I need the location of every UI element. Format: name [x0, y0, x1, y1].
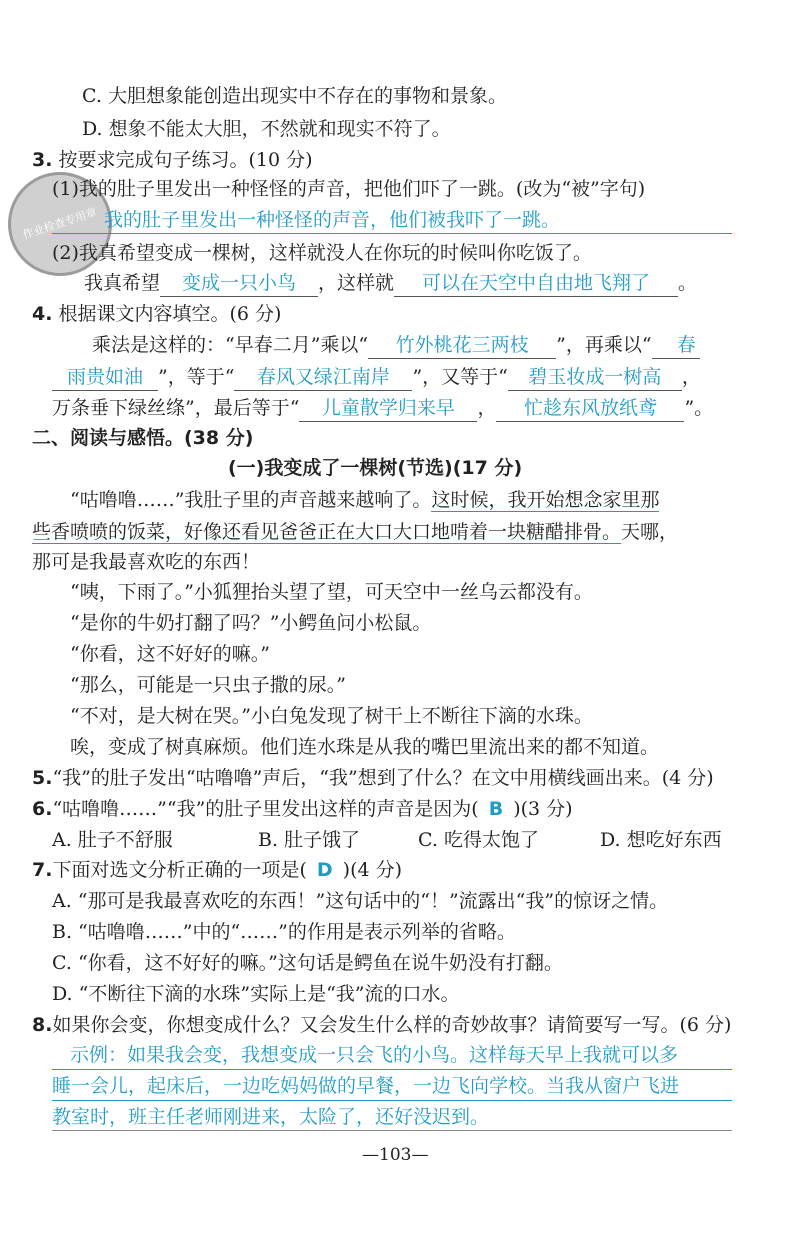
q2-option-d: D. 想象不能太大胆，不然就和现实不符了。 — [82, 118, 451, 140]
q3-p2-mid: ，这样就 — [318, 272, 395, 294]
q4-l3-text-b: ， — [477, 397, 497, 419]
q8-rule1 — [52, 1069, 732, 1070]
stamp-text: 作业检查专用章 — [21, 205, 99, 242]
q4-title: 根据课文内容填空。(6 分) — [58, 303, 282, 325]
q6 — [32, 796, 573, 822]
section2-title: 二、阅读与感悟。(38 分) — [32, 427, 254, 449]
q3-number: 3. — [32, 149, 53, 171]
q3-part2-fill — [84, 270, 697, 297]
q3-part1: (1)我的肚子里发出一种怪怪的声音，把他们吓了一跳。(改为“被”字句) — [52, 178, 646, 200]
q4-l2-text-a: ”，等于“ — [158, 366, 235, 388]
q8-number: 8. — [32, 1014, 53, 1036]
passage-line1 — [70, 487, 659, 513]
q3-answer-line — [52, 233, 732, 234]
q7-text-a: 下面对选文分析正确的一项是( — [52, 859, 307, 881]
q5-number: 5. — [32, 767, 53, 789]
q3-p2-blank2[interactable]: 可以在天空中自由地飞翔了 — [394, 270, 678, 297]
q8-answer-line3: 教室时，班主任老师刚进来，太险了，还好没迟到。 — [52, 1106, 490, 1128]
q4-l3-text-c: ”。 — [684, 397, 714, 419]
q4-blank2-end[interactable]: 雨贵如油 — [52, 364, 158, 391]
q4-blank2-start[interactable]: 春 — [652, 332, 700, 359]
q6-text-b: )(3 分) — [513, 798, 573, 820]
q4-l2-text-c: ， — [681, 366, 701, 388]
q4-blank5[interactable]: 儿童散学归来早 — [299, 395, 477, 422]
q3-part1-answer: 我的肚子里发出一种怪怪的声音，他们被我吓了一跳。 — [104, 209, 561, 231]
passage-line3: 那可是我最喜欢吃的东西！ — [32, 551, 261, 573]
q8-answer-line1: 示例：如果我会变，我想变成一只会飞的小鸟。这样每天早上我就可以多 — [70, 1044, 679, 1066]
q7-number: 7. — [32, 859, 53, 881]
q7-text-b: )(4 分) — [342, 859, 403, 881]
q4-l3-text-a: 万条垂下绿丝绦”，最后等于“ — [52, 397, 300, 419]
q4-blank1[interactable]: 竹外桃花三两枝 — [368, 332, 556, 359]
q3-heading — [32, 147, 313, 173]
q2-option-c: C. 大胆想象能创造出现实中不存在的事物和景象。 — [82, 85, 507, 107]
passage-p1-c-underlined: 些香喷喷的饭菜，好像还看见爸爸正在大口大口地啃着一块糖醋排骨。 — [32, 521, 622, 543]
q4-l1-text-a: 乘法是这样的：“早春二月”乘以“ — [92, 334, 369, 356]
q4-line3 — [52, 395, 713, 422]
q4-blank6[interactable]: 忙趁东风放纸鸢 — [496, 395, 684, 422]
q4-line2 — [52, 364, 701, 391]
q8-rule3 — [52, 1130, 732, 1131]
passage-p5: “那么，可能是一只虫子撒的尿。” — [70, 674, 346, 696]
passage-p3: “是你的牛奶打翻了吗？”小鳄鱼问小松鼠。 — [70, 612, 432, 634]
q4-l2-text-b: ”，又等于“ — [412, 366, 508, 388]
q4-l1-text-b: ”，再乘以“ — [556, 334, 652, 356]
q6-number: 6. — [32, 798, 53, 820]
q7-option-c: C. “你看，这不好好的嘛。”这句话是鳄鱼在说牛奶没有打翻。 — [52, 952, 563, 974]
q4-line1 — [92, 332, 700, 359]
q7-option-a: A. “那可是我最喜欢吃的东西！”这句话中的“！”流露出“我”的惊讶之情。 — [52, 890, 669, 912]
passage-title: (一)我变成了一棵树(节选)(17 分) — [228, 457, 523, 479]
q3-p2-end: 。 — [678, 272, 698, 294]
page-number: —103— — [362, 1145, 429, 1165]
q7-option-b: B. “咕噜噜……”中的“……”的作用是表示列举的省略。 — [52, 921, 516, 943]
q6-answer[interactable]: B — [488, 798, 504, 820]
q4-blank3[interactable]: 春风又绿江南岸 — [234, 364, 412, 391]
passage-p1-b-underlined: 这时候，我开始想念家里那 — [431, 489, 660, 511]
q7-answer[interactable]: D — [316, 859, 333, 881]
q5 — [32, 765, 714, 791]
q6-text-a: “咕噜噜……”“我”的肚子里发出这样的声音是因为( — [52, 798, 479, 820]
q6-option-d: D. 想吃好东西 — [600, 829, 722, 851]
q3-p2-prefix: 我真希望 — [84, 272, 161, 294]
q3-p2-blank1[interactable]: 变成一只小鸟 — [160, 270, 318, 297]
q4-blank4[interactable]: 碧玉妆成一树高 — [508, 364, 682, 391]
q8-answer-line2: 睡一会儿，起床后，一边吃妈妈做的早餐，一边飞向学校。当我从窗户飞进 — [52, 1075, 680, 1097]
q6-option-c: C. 吃得太饱了 — [418, 829, 539, 851]
passage-line2 — [32, 519, 678, 545]
passage-p1-a: “咕噜噜……”我肚子里的声音越来越响了。 — [70, 489, 432, 511]
q8 — [32, 1012, 731, 1038]
passage-p6: “不对，是大树在哭。”小白兔发现了树干上不断往下滴的水珠。 — [70, 705, 593, 727]
q4-heading — [32, 301, 281, 327]
passage-p4: “你看，这不好好的嘛。” — [70, 643, 270, 665]
q6-option-a: A. 肚子不舒服 — [52, 829, 173, 851]
passage-p2: “咦，下雨了。”小狐狸抬头望了望，可天空中一丝乌云都没有。 — [70, 581, 593, 603]
q8-rule2 — [52, 1100, 732, 1101]
passage-p1-d: 天哪， — [621, 521, 679, 543]
q7 — [32, 857, 402, 883]
passage-p7: 唉，变成了树真麻烦。他们连水珠是从我的嘴巴里流出来的都不知道。 — [70, 736, 660, 758]
q4-number: 4. — [32, 303, 53, 325]
q5-text: “我”的肚子发出“咕噜噜”声后，“我”想到了什么？在文中用横线画出来。(4 分) — [52, 767, 714, 789]
q8-text: 如果你会变，你想变成什么？又会发生什么样的奇妙故事？请简要写一写。(6 分) — [52, 1014, 732, 1036]
q6-option-b: B. 肚子饿了 — [258, 829, 361, 851]
q3-title: 按要求完成句子练习。(10 分) — [58, 149, 313, 171]
q3-part2: (2)我真希望变成一棵树，这样就没人在你玩的时候叫你吃饭了。 — [52, 242, 592, 264]
q7-option-d: D. “不断往下滴的水珠”实际上是“我”流的口水。 — [52, 983, 460, 1005]
